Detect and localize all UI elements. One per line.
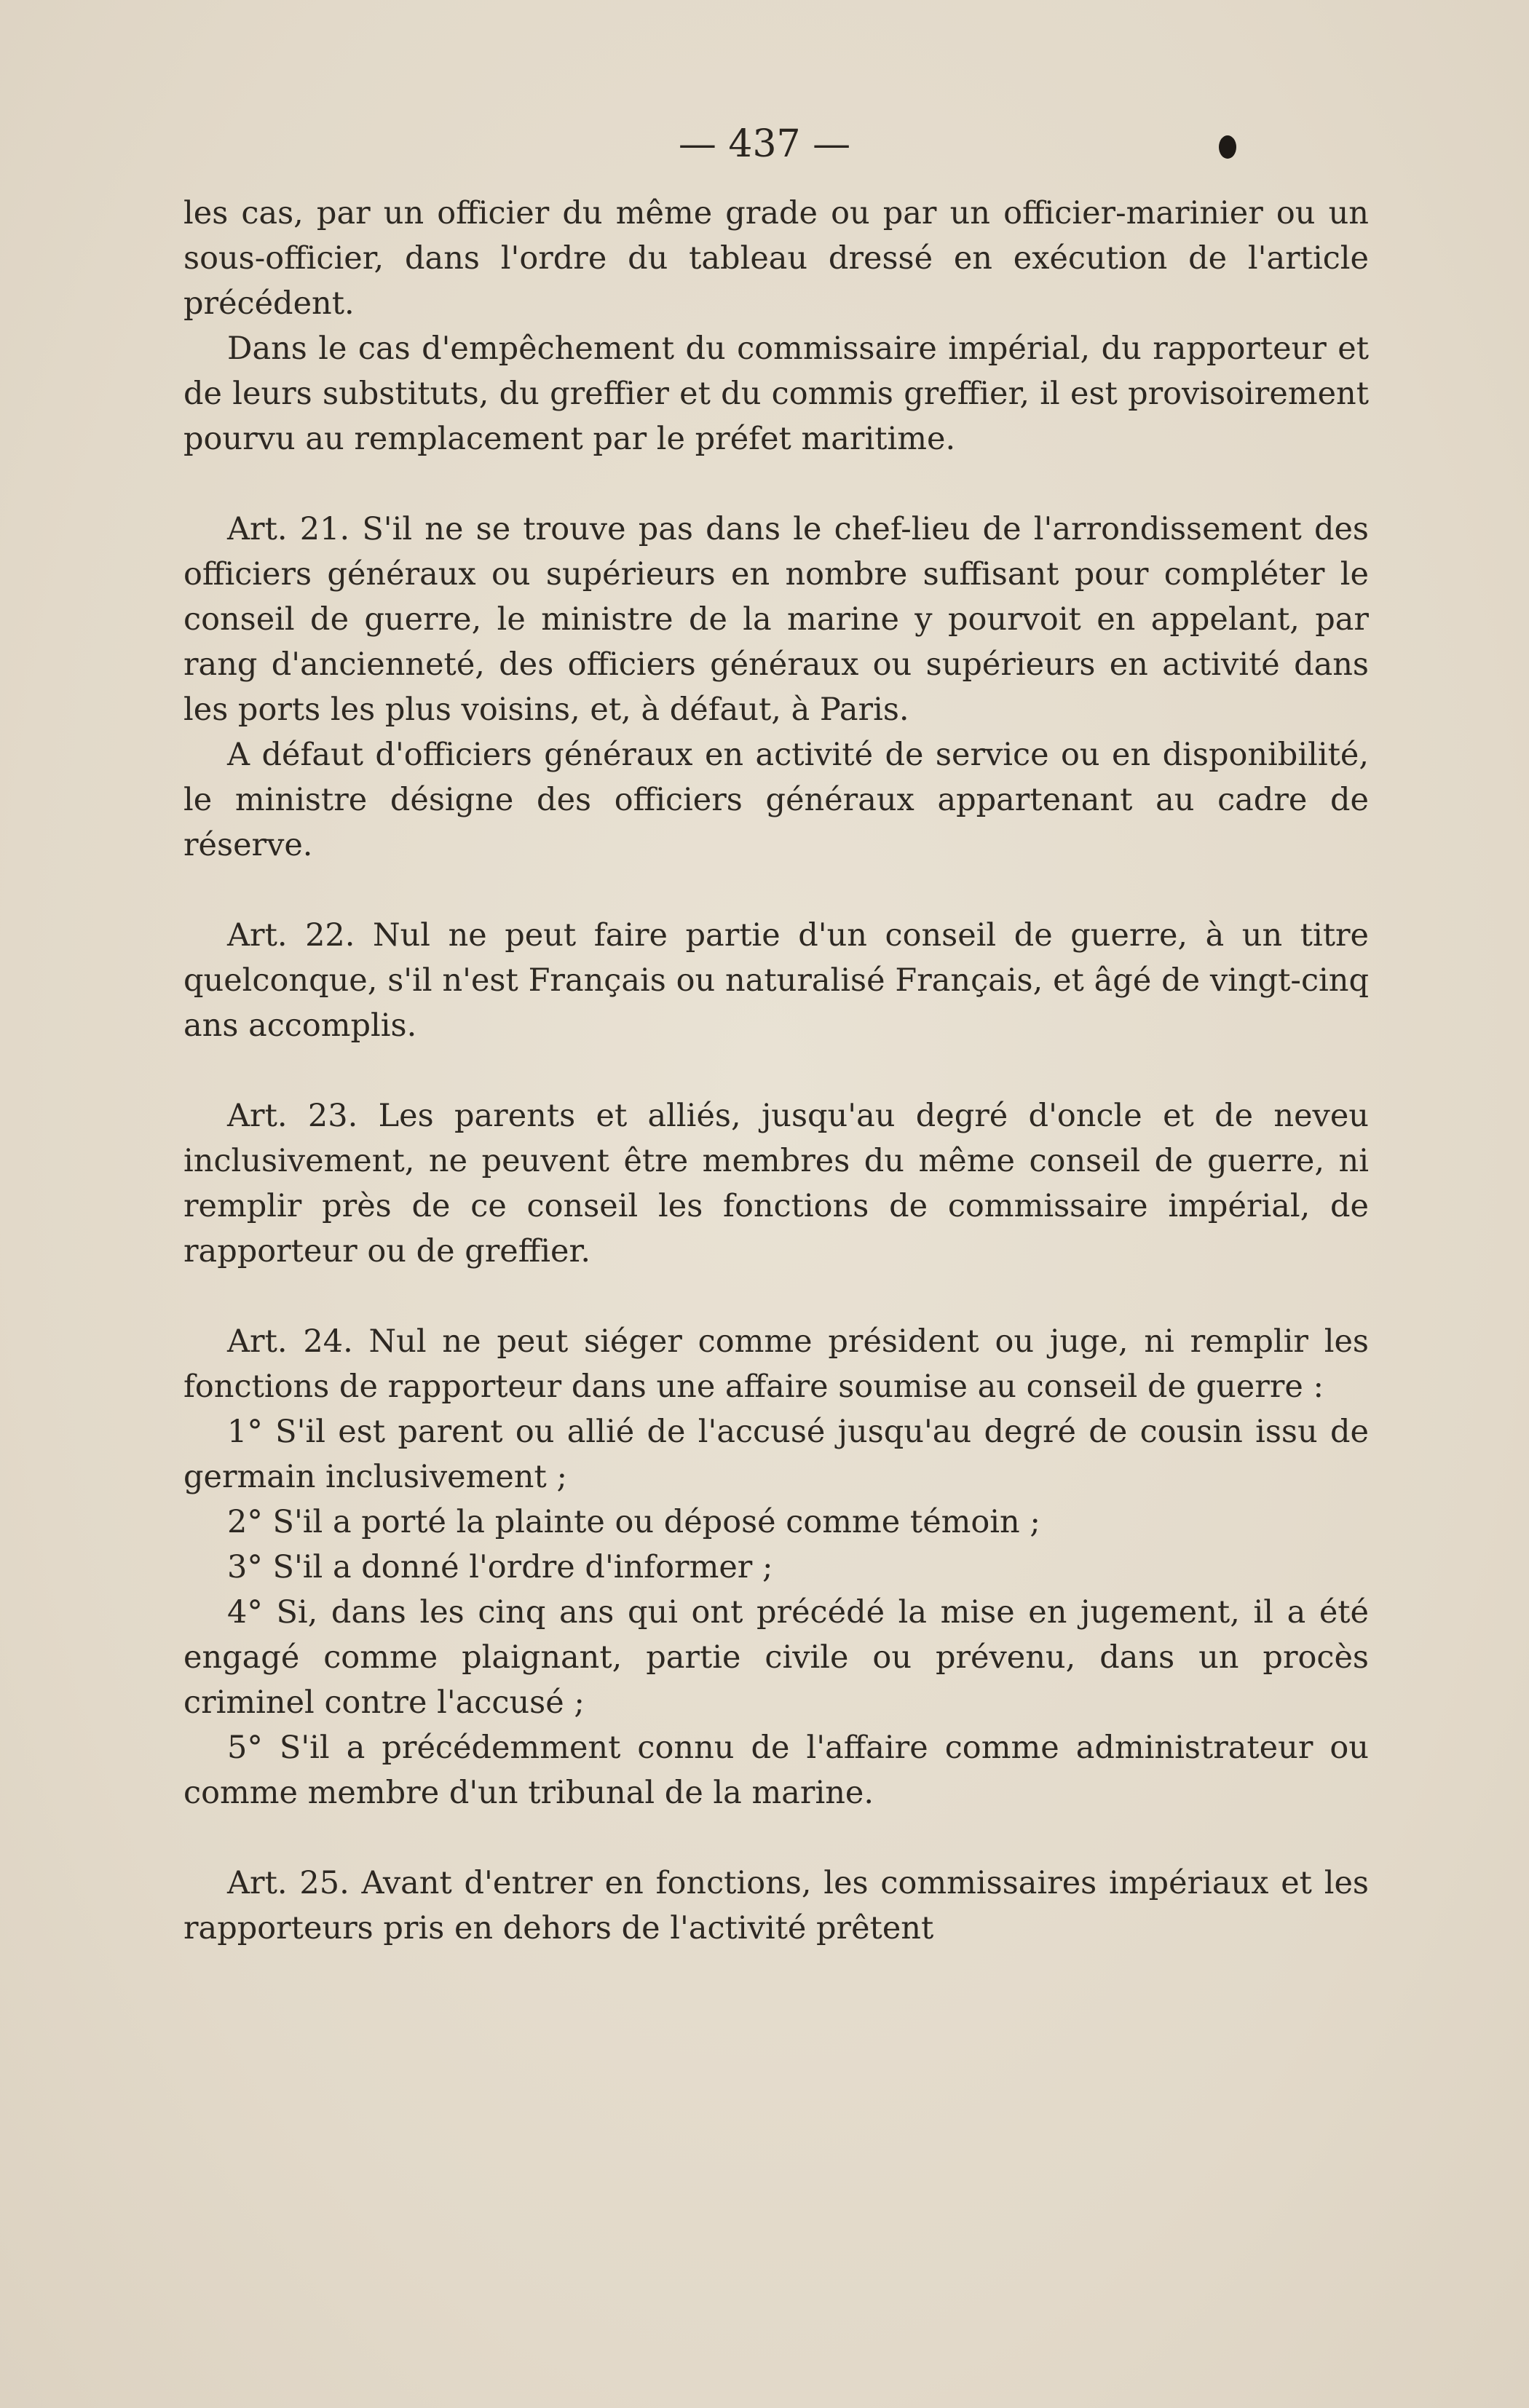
article-24: Art. 24. Nul ne peut siéger comme président ou juge, ni remplir les fonctions de rapporteur dans une affaire soumise au conseil de guerre :	[183, 1323, 1369, 1405]
body-text	[183, 191, 1369, 1951]
article-24-item-4: 4° Si, dans les cinq ans qui ont précédé la mise en jugement, il a été engagé comme plaignant, partie civile ou prévenu, dans un procès criminel contre l'accusé ;	[183, 1594, 1369, 1721]
article-25: Art. 25. Avant d'entrer en fonctions, les commissaires impériaux et les rapporteurs pris en dehors de l'activité prêtent	[183, 1865, 1369, 1946]
paragraph-continuation: les cas, par un officier du même grade ou par un officier-marinier ou un sous-officier, dans l'ordre du tableau dressé en exécution de l'article précédent.	[183, 195, 1369, 322]
article-24-item-3: 3° S'il a donné l'ordre d'informer ;	[227, 1549, 773, 1585]
article-23: Art. 23. Les parents et alliés, jusqu'au degré d'oncle et de neveu inclusivement, ne peuvent être membres du même conseil de guerre, ni remplir près de ce conseil les fonctions de commissaire impérial, de rapporteur ou de greffier.	[183, 1098, 1369, 1270]
article-24-item-5: 5° S'il a précédemment connu de l'affaire comme administrateur ou comme membre d'un tribunal de la marine.	[183, 1730, 1369, 1811]
article-21-paragraph-2: A défaut d'officiers généraux en activité de service ou en disponibilité, le ministre désigne des officiers généraux appartenant au cadre de réserve.	[183, 737, 1369, 863]
article-21: Art. 21. S'il ne se trouve pas dans le chef-lieu de l'arrondissement des officiers généraux ou supérieurs en nombre suffisant pour compléter le conseil de guerre, le ministre de la marine y pourvoit en appelant, par rang d'ancienneté, des officiers généraux ou supérieurs en activité dans les ports les plus voisins, et, à défaut, à Paris.	[183, 511, 1369, 728]
ink-blot	[1219, 135, 1236, 159]
page-number: — 437 —	[678, 122, 851, 166]
article-22: Art. 22. Nul ne peut faire partie d'un conseil de guerre, à un titre quelconque, s'il n'est Français ou naturalisé Français, et âgé de vingt-cinq ans accomplis.	[183, 917, 1369, 1044]
article-24-item-1: 1° S'il est parent ou allié de l'accusé jusqu'au degré de cousin issu de germain inclusivement ;	[183, 1414, 1369, 1495]
paragraph-replacement: Dans le cas d'empêchement du commissaire impérial, du rapporteur et de leurs substituts, du greffier et du commis greffier, il est provisoirement pourvu au remplacement par le préfet maritime.	[183, 330, 1369, 457]
article-24-item-2: 2° S'il a porté la plainte ou déposé comme témoin ;	[227, 1504, 1040, 1540]
